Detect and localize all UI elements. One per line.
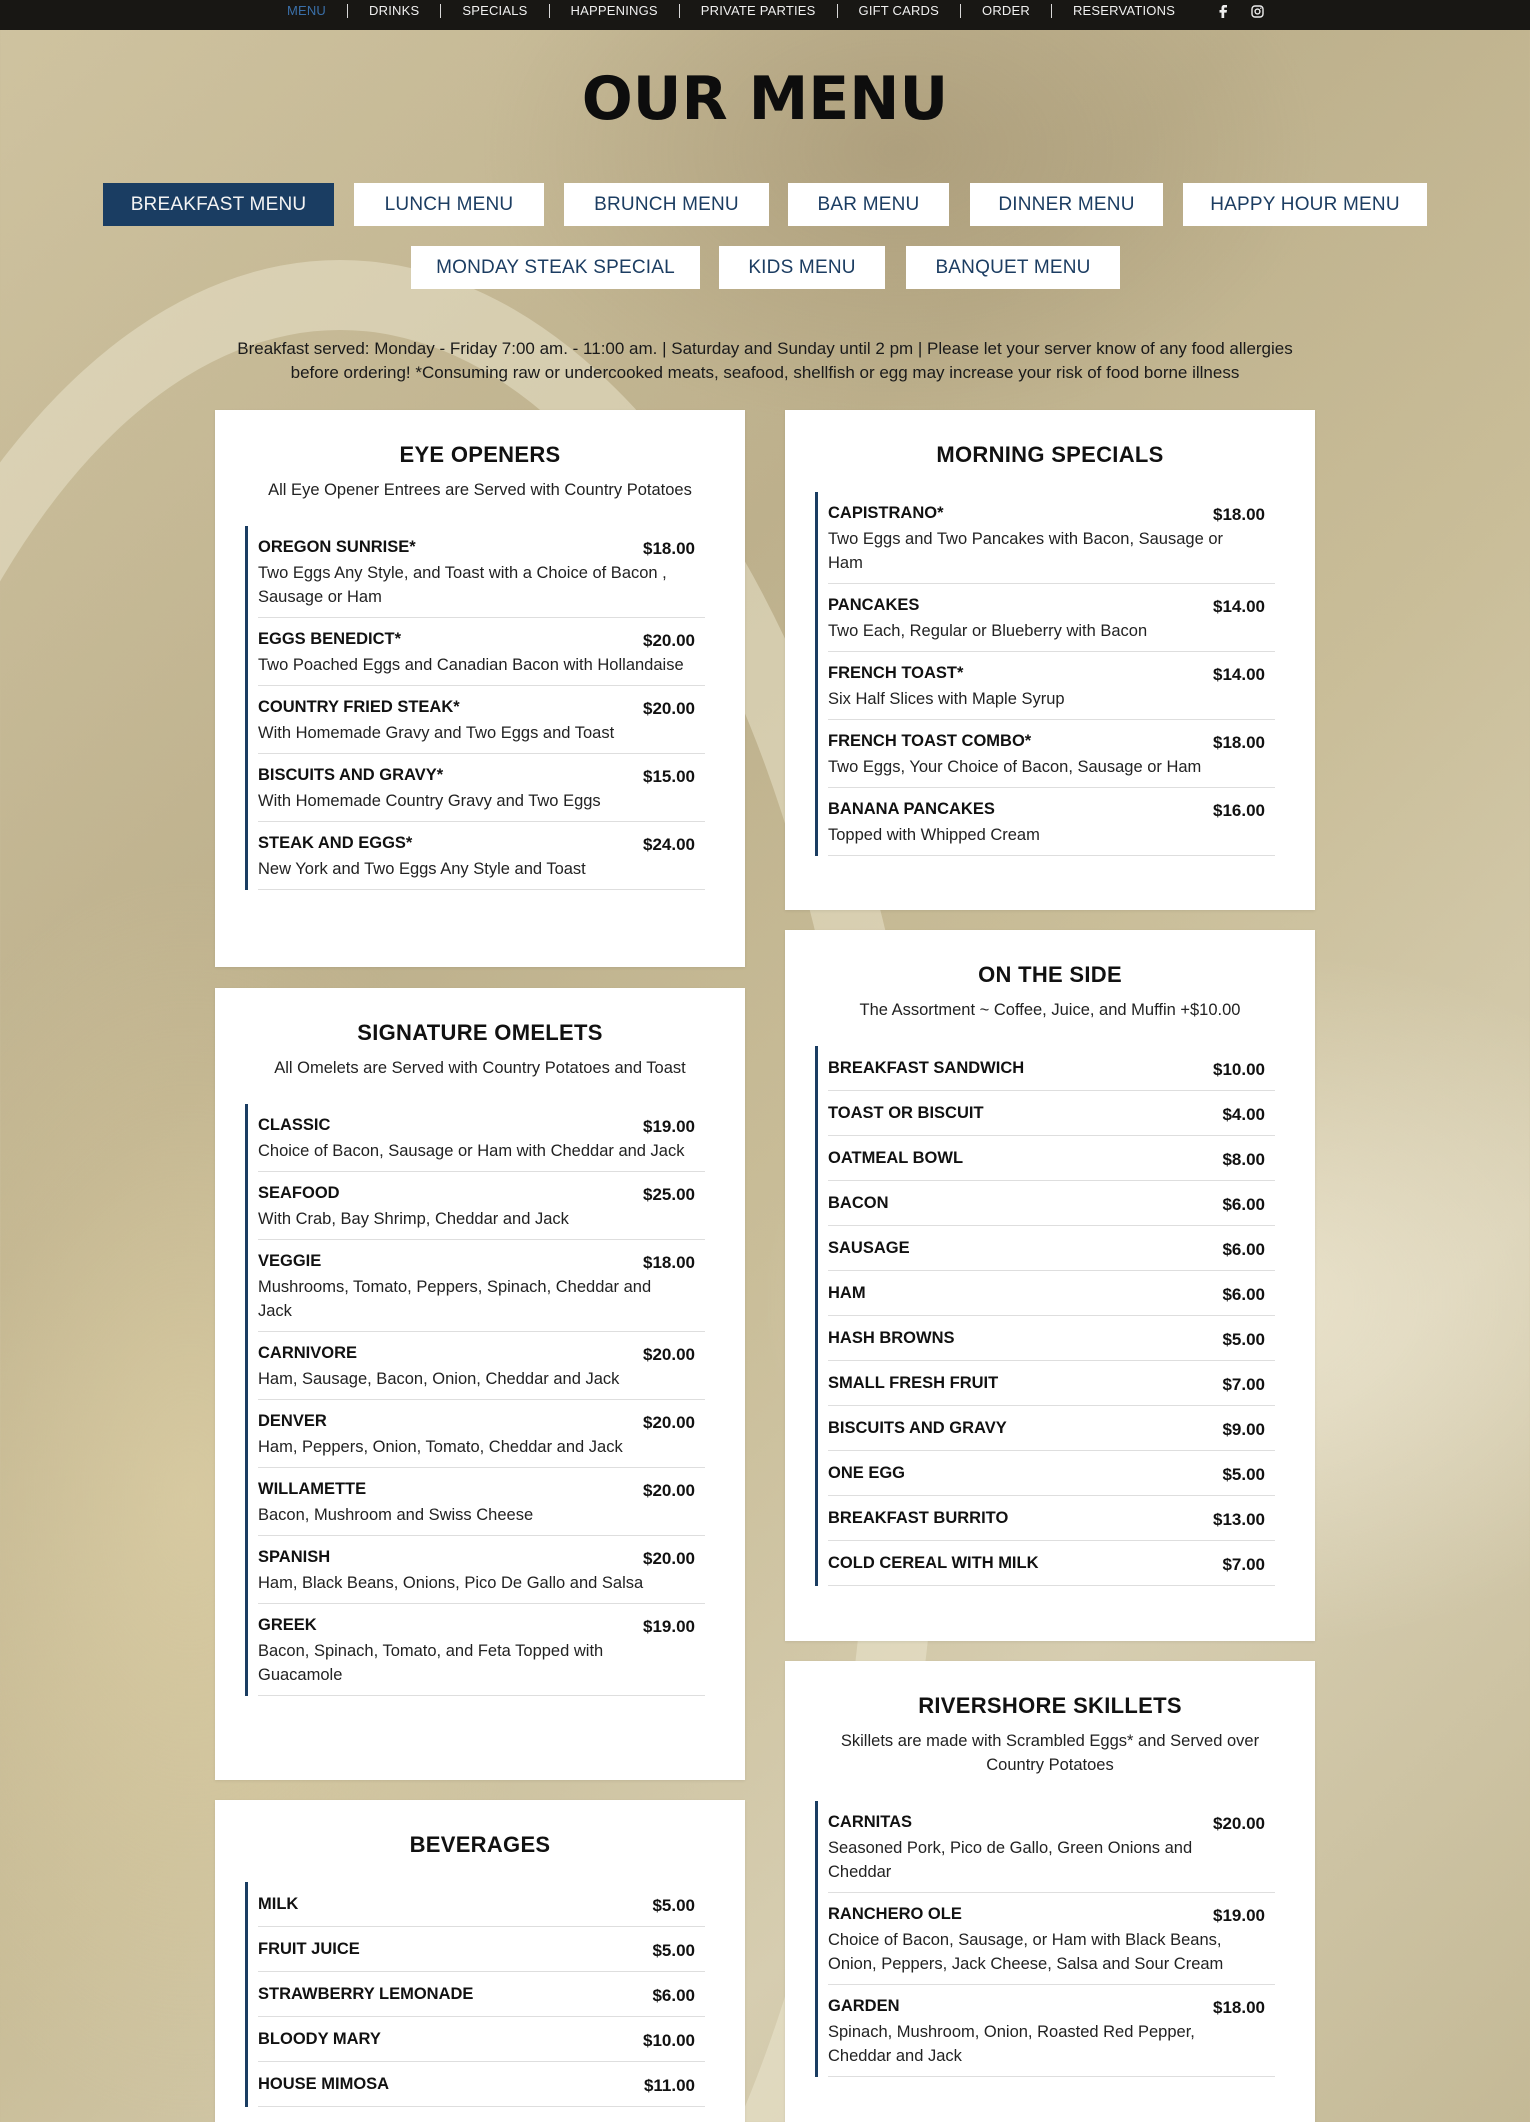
nav-happenings[interactable]: HAPPENINGS [549,4,679,18]
item-name: ONE EGG [828,1464,906,1482]
menu-item-list [815,1801,1275,2077]
tab-banquet-menu[interactable]: BANQUET MENU [906,246,1120,289]
menu-item-list [245,1104,705,1696]
menu-item [828,1801,1275,1893]
item-description: Mushrooms, Tomato, Peppers, Spinach, Cheddar and Jack [258,1278,652,1320]
item-price: $6.00 [1222,1240,1265,1259]
section-subtitle: Skillets are made with Scrambled Eggs* and Served over Country Potatoes [840,1732,1260,1774]
item-name: FRENCH TOAST COMBO* [828,732,1032,750]
section-on-the-side [785,930,1315,1641]
item-name: BISCUITS AND GRAVY [828,1419,1007,1437]
tab-dinner-menu[interactable]: DINNER MENU [970,183,1163,226]
item-description: Choice of Bacon, Sausage or Ham with Cheddar and Jack [258,1142,685,1160]
item-name: EGGS BENEDICT* [258,630,402,648]
item-description: Two Eggs Any Style, and Toast with a Choice of Bacon , Sausage or Ham [258,564,667,606]
item-price: $13.00 [1213,1510,1265,1529]
menu-item [828,1496,1275,1541]
item-name: BACON [828,1194,889,1212]
item-price: $9.00 [1222,1420,1265,1439]
section-title: SIGNATURE OMELETS [357,1020,603,1045]
item-price: $11.00 [643,2076,695,2095]
tab-monday-steak-special[interactable]: MONDAY STEAK SPECIAL [411,246,700,289]
menu-item [828,1541,1275,1586]
item-name: PANCAKES [828,596,920,614]
menu-item [258,1172,705,1240]
item-name: GARDEN [828,1997,900,2015]
breakfast-hours-notice [200,337,1330,385]
item-name: RANCHERO OLE [828,1905,962,1923]
menu-item [258,1604,705,1696]
instagram-icon[interactable] [1251,5,1264,18]
item-description: Two Poached Eggs and Canadian Bacon with Hollandaise [258,656,684,674]
section-title: EYE OPENERS [399,442,561,467]
item-name: SMALL FRESH FRUIT [828,1374,999,1392]
menu-item-list [245,526,705,890]
notice-line-1: Breakfast served: Monday - Friday 7:00 am. - 11:00 am. | Saturday and Sunday until 2 pm | Please let your server know of any food allergies [237,339,1293,358]
nav-order[interactable]: ORDER [960,4,1051,18]
menu-item [828,1451,1275,1496]
menu-item [828,1136,1275,1181]
item-name: HASH BROWNS [828,1329,955,1347]
item-description: Two Eggs, Your Choice of Bacon, Sausage or Ham [828,758,1202,776]
item-price: $14.00 [1213,665,1265,684]
item-name: CLASSIC [258,1116,331,1134]
menu-item [828,1181,1275,1226]
menu-item [828,1271,1275,1316]
item-name: BREAKFAST SANDWICH [828,1059,1025,1077]
menu-item-list [815,492,1275,856]
menu-item [828,1406,1275,1451]
item-price: $18.00 [643,1253,695,1272]
facebook-icon[interactable] [1218,5,1227,18]
menu-item [258,1536,705,1604]
item-name: BISCUITS AND GRAVY* [258,766,444,784]
item-price: $20.00 [643,1481,695,1500]
item-price: $20.00 [643,1345,695,1364]
menu-item [258,1400,705,1468]
item-price: $6.00 [1222,1195,1265,1214]
menu-item [258,1332,705,1400]
tab-breakfast-menu[interactable]: BREAKFAST MENU [103,183,334,226]
item-price: $19.00 [643,1617,695,1636]
item-price: $6.00 [652,1986,695,2005]
menu-item [258,1468,705,1536]
section-title: ON THE SIDE [978,962,1122,987]
menu-item [828,492,1275,584]
item-name: FRUIT JUICE [258,1940,360,1958]
menu-item [828,652,1275,720]
item-description: Bacon, Spinach, Tomato, and Feta Topped with Guacamole [258,1642,604,1684]
menu-item [258,822,705,890]
item-price: $20.00 [1213,1814,1265,1833]
item-name: FRENCH TOAST* [828,664,964,682]
item-description: Topped with Whipped Cream [828,826,1040,844]
item-description: New York and Two Eggs Any Style and Toast [258,860,586,878]
item-name: SPANISH [258,1548,331,1566]
item-price: $15.00 [643,767,695,786]
tab-lunch-menu[interactable]: LUNCH MENU [354,183,544,226]
menu-item-list [815,1046,1275,1586]
section-title: BEVERAGES [409,1832,551,1857]
item-price: $20.00 [643,631,695,650]
item-price: $5.00 [652,1896,695,1915]
item-name: WILLAMETTE [258,1480,367,1498]
menu-item [828,720,1275,788]
menu-item [258,2017,705,2062]
item-description: With Crab, Bay Shrimp, Cheddar and Jack [258,1210,569,1228]
item-name: BREAKFAST BURRITO [828,1509,1009,1527]
menu-item [258,1882,705,1927]
item-price: $5.00 [1222,1330,1265,1349]
item-price: $20.00 [643,1549,695,1568]
item-name: BLOODY MARY [258,2030,381,2048]
menu-item [828,1893,1275,1985]
item-price: $19.00 [1213,1906,1265,1925]
tab-kids-menu[interactable]: KIDS MENU [719,246,885,289]
menu-item [258,1927,705,1972]
item-description: Spinach, Mushroom, Onion, Roasted Red Pepper, Cheddar and Jack [828,2023,1195,2065]
nav-gift-cards[interactable]: GIFT CARDS [837,4,961,18]
menu-item [828,1361,1275,1406]
item-description: Choice of Bacon, Sausage, or Ham with Black Beans, Onion, Peppers, Jack Cheese, Salsa and Sour Cream [828,1931,1224,1973]
item-name: CARNIVORE [258,1344,358,1362]
item-description: Ham, Sausage, Bacon, Onion, Cheddar and Jack [258,1370,620,1388]
item-price: $7.00 [1222,1555,1265,1574]
section-title: RIVERSHORE SKILLETS [918,1693,1182,1718]
item-name: CAPISTRANO* [828,504,944,522]
menu-item [258,1240,705,1332]
menu-item [258,526,705,618]
item-price: $8.00 [1222,1150,1265,1169]
nav-reservations[interactable]: RESERVATIONS [1051,4,1196,18]
item-description: Ham, Black Beans, Onions, Pico De Gallo and Salsa [258,1574,644,1592]
menu-item [828,584,1275,652]
item-name: GREEK [258,1616,317,1634]
item-name: COUNTRY FRIED STEAK* [258,698,460,716]
item-name: VEGGIE [258,1252,322,1270]
item-price: $18.00 [643,539,695,558]
tab-happy-hour-menu[interactable]: HAPPY HOUR MENU [1183,183,1427,226]
item-name: DENVER [258,1412,327,1430]
item-name: TOAST OR BISCUIT [828,1104,984,1122]
item-price: $5.00 [652,1941,695,1960]
section-rivershore-skillets [785,1661,1315,2122]
item-name: CARNITAS [828,1813,913,1831]
menu-item [828,788,1275,856]
section-subtitle: All Eye Opener Entrees are Served with Country Potatoes [268,481,692,499]
nav-menu[interactable]: MENU [286,3,327,18]
item-description: Two Eggs and Two Pancakes with Bacon, Sausage or Ham [828,530,1224,572]
page-title: OUR MENU [581,64,949,134]
item-description: Seasoned Pork, Pico de Gallo, Green Onions and Cheddar [828,1839,1193,1881]
item-name: SEAFOOD [258,1184,340,1202]
menu-item [258,1972,705,2017]
item-name: SAUSAGE [828,1239,910,1257]
item-description: Six Half Slices with Maple Syrup [828,690,1065,708]
item-description: Bacon, Mushroom and Swiss Cheese [258,1506,534,1524]
item-description: With Homemade Gravy and Two Eggs and Toast [258,724,615,742]
section-eye-openers [215,410,745,967]
item-name: BANANA PANCAKES [828,800,995,818]
item-price: $14.00 [1213,597,1265,616]
section-title: MORNING SPECIALS [936,442,1164,467]
item-name: MILK [258,1895,299,1913]
tab-bar-menu[interactable]: BAR MENU [788,183,949,226]
item-price: $18.00 [1213,505,1265,524]
section-subtitle: The Assortment ~ Coffee, Juice, and Muffin +$10.00 [859,1001,1241,1019]
menu-item [828,1226,1275,1271]
item-name: OATMEAL BOWL [828,1149,964,1167]
item-name: STRAWBERRY LEMONADE [258,1985,474,2003]
item-price: $16.00 [1213,801,1265,820]
item-price: $18.00 [1213,1998,1265,2017]
menu-item [828,1316,1275,1361]
menu-item-list [245,1882,705,2107]
nav-specials[interactable]: SPECIALS [440,4,548,18]
item-name: STEAK AND EGGS* [258,834,413,852]
item-price: $7.00 [1222,1375,1265,1394]
top-navigation [0,0,1530,30]
item-name: COLD CEREAL WITH MILK [828,1554,1039,1572]
section-signature-omelets [215,988,745,1780]
tab-brunch-menu[interactable]: BRUNCH MENU [564,183,769,226]
item-price: $19.00 [643,1117,695,1136]
item-name: HOUSE MIMOSA [258,2075,390,2093]
item-price: $24.00 [643,835,695,854]
item-price: $18.00 [1213,733,1265,752]
nav-drinks[interactable]: DRINKS [347,4,440,18]
section-morning-specials [785,410,1315,910]
notice-line-2: before ordering! *Consuming raw or undercooked meats, seafood, shellfish or egg may increase your risk of food borne illness [290,363,1240,382]
item-price: $20.00 [643,1413,695,1432]
section-beverages [215,1800,745,2122]
item-price: $5.00 [1222,1465,1265,1484]
item-price: $10.00 [1213,1060,1265,1079]
menu-item [258,686,705,754]
item-price: $10.00 [643,2031,695,2050]
item-price: $20.00 [643,699,695,718]
item-price: $6.00 [1222,1285,1265,1304]
menu-item [828,1046,1275,1091]
menu-item [828,1985,1275,2077]
menu-item [258,1104,705,1172]
menu-item [258,754,705,822]
menu-item [828,1091,1275,1136]
item-name: OREGON SUNRISE* [258,538,416,556]
menu-item [258,2062,705,2107]
item-description: Ham, Peppers, Onion, Tomato, Cheddar and Jack [258,1438,623,1456]
nav-private-parties[interactable]: PRIVATE PARTIES [679,4,837,18]
item-price: $25.00 [643,1185,695,1204]
item-description: With Homemade Country Gravy and Two Eggs [258,792,601,810]
item-description: Two Each, Regular or Blueberry with Bacon [828,622,1148,640]
menu-item [258,618,705,686]
section-subtitle: All Omelets are Served with Country Potatoes and Toast [274,1059,686,1077]
item-name: HAM [828,1284,866,1302]
item-price: $4.00 [1222,1105,1265,1124]
